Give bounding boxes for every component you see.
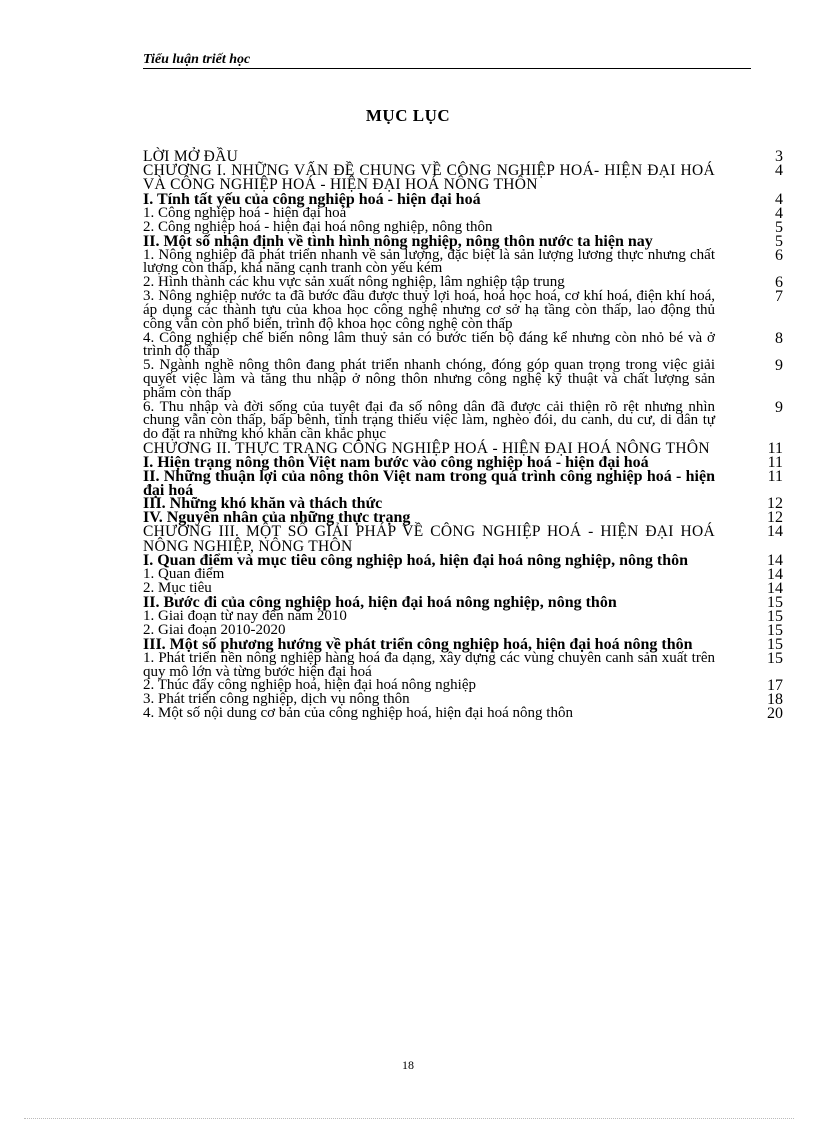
- toc-entry[interactable]: [143, 551, 783, 569]
- toc-entry[interactable]: [143, 525, 783, 553]
- toc-entry-title: 2. Thúc đẩy công nghiệp hoá, hiện đại hoá nông nghiệp: [143, 677, 476, 694]
- toc-entry-page: 12: [767, 495, 783, 513]
- toc-entry-page: 4: [775, 204, 783, 222]
- toc-entry-title: I. Tính tất yếu của công nghiệp hoá - hiện đại hoá: [143, 190, 481, 208]
- toc-entry-title: 2. Hình thành các khu vực sản xuất nông nghiệp, lâm nghiệp tập trung: [143, 274, 565, 291]
- toc-entry[interactable]: [143, 359, 783, 400]
- toc-entry-title: IV. Nguyên nhân của những thực trạng: [143, 509, 411, 527]
- toc-entry-title: 3. Nông nghiệp nước ta đã bước đầu được thuỷ lợi hoá, hoá học hoá, cơ khí hoá, điện khí hoá, áp dụng các thành tựu của khoa học công nghệ nhưng cơ sở hạ tầng còn thấp, lao động thủ công vẫn còn phổ biến, trình độ khoa học công nghệ còn thấp: [143, 288, 715, 332]
- toc-entry-title: 1. Phát triển nền nông nghiệp hàng hoá đa dạng, xây dựng các vùng chuyên canh sản xuất trên quy mô lớn và từng bước hiện đại hoá: [143, 649, 715, 680]
- toc-entry-title: CHƯƠNG III. MỘT SỐ GIẢI PHÁP VỀ CÔNG NGHIỆP HOÁ - HIỆN ĐẠI HOÁ NÔNG NGHIỆP, NÔNG THÔN: [143, 523, 715, 555]
- toc-entry-title: II. Một số nhận định về tình hình nông nghiệp, nông thôn nước ta hiện nay: [143, 232, 653, 250]
- header-title: Tiểu luận triết học: [143, 52, 251, 67]
- toc-entry-page: 14: [767, 551, 783, 569]
- toc-entry[interactable]: [143, 565, 783, 583]
- toc-entry-page: 11: [767, 439, 783, 457]
- toc-entry-page: 15: [767, 621, 783, 639]
- toc-entry[interactable]: [143, 164, 783, 192]
- toc-entry-page: 6: [775, 246, 783, 264]
- toc-entry-page: 18: [767, 691, 783, 709]
- toc-entry[interactable]: [143, 649, 783, 680]
- toc-entry-page: 9: [775, 398, 783, 416]
- toc-entry-page: 15: [767, 649, 783, 667]
- toc-entry-page: 9: [775, 357, 783, 375]
- toc-entry-page: 7: [775, 288, 783, 306]
- toc-entry-page: 11: [767, 454, 783, 472]
- toc-entry-title: 4. Công nghiệp chế biến nông lâm thuỷ sản có bước tiến bộ đáng kể nhưng còn nhỏ bé và ở trình độ thấp: [143, 329, 715, 360]
- toc-entry-title: 2. Giai đoạn 2010-2020: [143, 621, 286, 638]
- toc-entry-page: 15: [767, 607, 783, 625]
- toc-entry-title: I. Hiện trạng nông thôn Việt nam bước vào công nghiệp hoá - hiện đại hoá: [143, 454, 649, 472]
- toc-entry-title: II. Bước đi của công nghiệp hoá, hiện đại hoá nông nghiệp, nông thôn: [143, 593, 617, 611]
- toc-entry-page: 4: [775, 190, 783, 208]
- toc-entry-title: II. Những thuận lợi của nông thôn Việt nam trong quá trình công nghiệp hoá - hiện đại hoá: [143, 468, 715, 499]
- toc-entry[interactable]: [143, 398, 783, 443]
- toc-entry[interactable]: [143, 329, 783, 360]
- toc-entry[interactable]: [143, 290, 783, 331]
- toc-entry-title: 2. Công nghiệp hoá - hiện đại hoá nông nghiệp, nông thôn: [143, 218, 493, 235]
- toc-entry-page: 6: [775, 274, 783, 292]
- toc-entry[interactable]: [143, 707, 783, 721]
- toc-entry-page: 15: [767, 593, 783, 611]
- toc-entry-page: 3: [775, 148, 783, 165]
- toc-entry-title: 2. Mục tiêu: [143, 579, 212, 596]
- toc-entry-title: 5. Ngành nghề nông thôn đang phát triển nhanh chóng, đóng góp quan trọng trong việc giải quyết việc làm và tăng thu nhập ở nông thôn nhưng công nghệ kỹ thuật và chất lượng sản phẩm còn thấp: [143, 357, 715, 401]
- page-number: 18: [402, 1058, 414, 1072]
- toc-entry-page: 14: [767, 523, 783, 541]
- toc-entry-title: 4. Một số nội dung cơ bản của công nghiệp hoá, hiện đại hoá nông thôn: [143, 705, 573, 722]
- toc-entry-page: 8: [775, 329, 783, 347]
- table-of-contents: [143, 150, 783, 721]
- page-header: [143, 50, 751, 69]
- toc-entry-title: III. Những khó khăn và thách thức: [143, 495, 383, 513]
- toc-entry-title: I. Quan điểm và mục tiêu công nghiệp hoá, hiện đại hoá nông nghiệp, nông thôn: [143, 551, 689, 569]
- toc-title: MỤC LỤC: [365, 106, 451, 125]
- toc-entry-title: 1. Quan điểm: [143, 565, 225, 582]
- toc-entry-page: 11: [767, 468, 783, 486]
- toc-entry-page: 14: [767, 565, 783, 583]
- toc-entry-page: 17: [767, 677, 783, 695]
- toc-entry-title: CHƯƠNG II. THỰC TRẠNG CÔNG NGHIỆP HOÁ - HIỆN ĐẠI HOÁ NÔNG THÔN: [143, 439, 710, 457]
- toc-entry-page: 15: [767, 635, 783, 653]
- toc-entry-page: 20: [767, 705, 783, 723]
- toc-entry-title: CHƯƠNG I. NHỮNG VẤN ĐỀ CHUNG VỀ CÔNG NGHIỆP HOÁ- HIỆN ĐẠI HOÁ VÀ CÔNG NGHIỆP HOÁ - HIỆN ĐẠI HOÁ NÔNG THÔN: [143, 162, 715, 194]
- toc-entry-page: 4: [775, 162, 783, 180]
- toc-entry-page: 12: [767, 509, 783, 527]
- toc-entry-page: 5: [775, 218, 783, 236]
- toc-entry[interactable]: [143, 470, 783, 497]
- toc-entry-title: 3. Phát triển công nghiệp, dịch vụ nông thôn: [143, 691, 410, 708]
- toc-entry-page: 5: [775, 232, 783, 250]
- toc-entry-page: 14: [767, 579, 783, 597]
- toc-entry-title: LỜI MỞ ĐẦU: [143, 148, 239, 165]
- toc-entry-title: III. Một số phương hướng về phát triển công nghiệp hoá, hiện đại hoá nông thôn: [143, 635, 693, 653]
- bottom-divider: [24, 1118, 794, 1119]
- toc-entry-title: 1. Nông nghiệp đã phát triển nhanh về sản lượng, đặc biệt là sản lượng lương thực nhưng chất lượng còn thấp, khả năng cạnh tranh còn yếu kém: [143, 246, 715, 277]
- toc-entry-title: 6. Thu nhập và đời sống của tuyệt đại đa số nông dân đã được cải thiện rõ rệt nhưng nhìn chung vẫn còn thấp, bấp bênh, tình trạng thiếu việc làm, nghèo đói, du canh, du cư, di dân tự do đặt ra những khó khăn cần khắc phục: [143, 398, 715, 443]
- toc-entry-title: 1. Giai đoạn từ nay đến năm 2010: [143, 607, 347, 624]
- toc-entry-title: 1. Công nghiệp hoá - hiện đại hoá: [143, 204, 347, 221]
- toc-entry[interactable]: [143, 246, 783, 277]
